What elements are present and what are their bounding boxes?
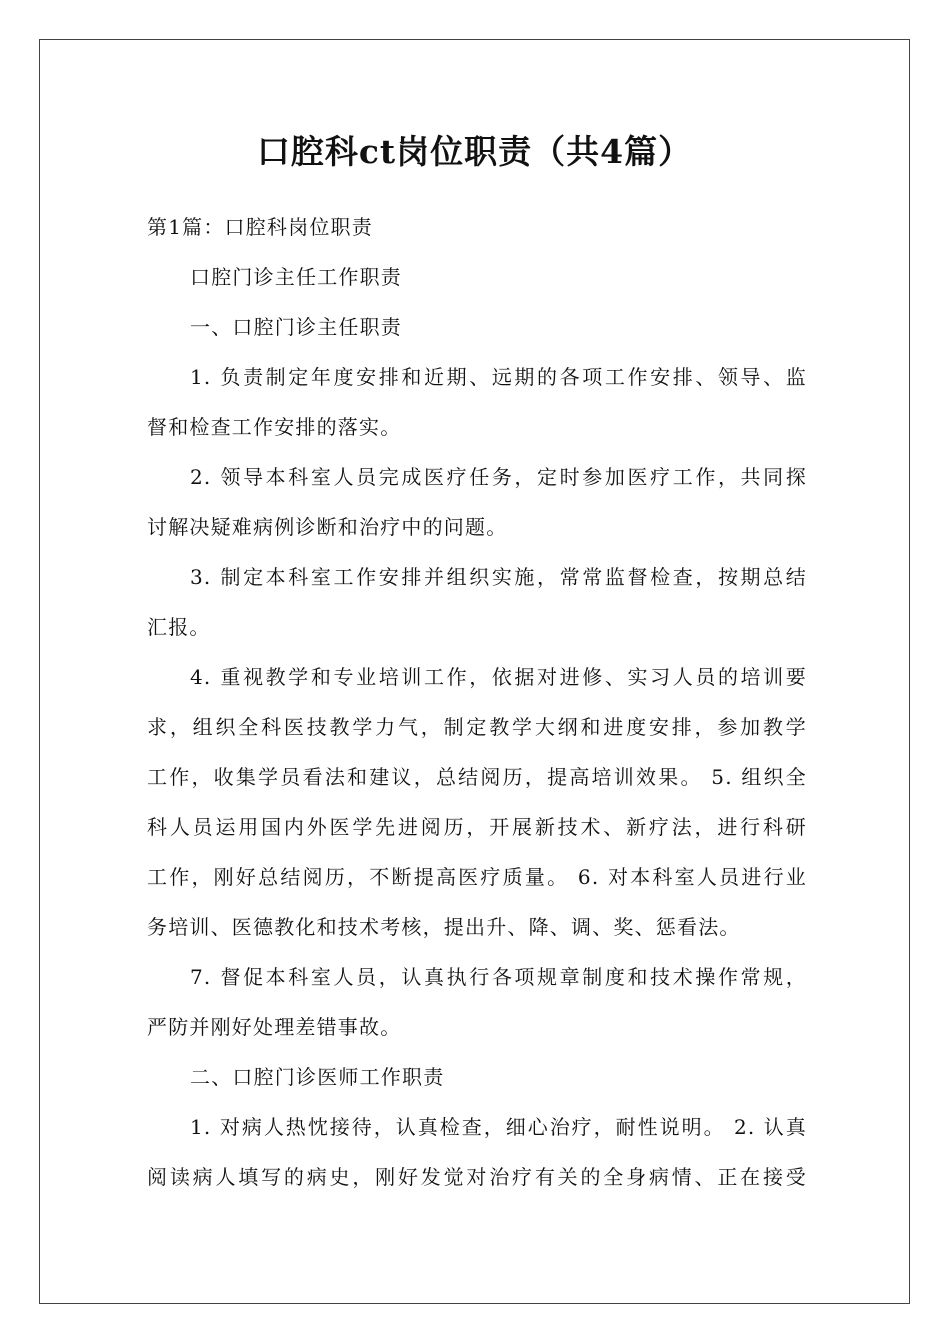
paragraph-line: 务培训、医德教化和技术考核，提出升、降、调、奖、惩看法。 bbox=[147, 915, 741, 939]
paragraph-line: 汇报。 bbox=[147, 615, 211, 639]
document-body bbox=[147, 202, 807, 1202]
paragraph-line: 阅读病人填写的病史，刚好发觉对治疗有关的全身病情、正在接受 bbox=[147, 1165, 807, 1189]
paragraph-line: 3. 制定本科室工作安排并组织实施，常常监督检查，按期总结 bbox=[190, 565, 807, 589]
paragraph-line: 工作，收集学员看法和建议，总结阅历，提高培训效果。 5. 组织全 bbox=[147, 765, 807, 789]
subsection-heading: 二、口腔门诊医师工作职责 bbox=[190, 1065, 445, 1089]
subsection-heading: 口腔门诊主任工作职责 bbox=[190, 265, 402, 289]
paragraph-line: 2. 领导本科室人员完成医疗任务，定时参加医疗工作，共同探 bbox=[190, 465, 807, 489]
paragraph-line: 工作，刚好总结阅历，不断提高医疗质量。 6. 对本科室人员进行业 bbox=[147, 865, 807, 889]
section-heading: 第1篇：口腔科岗位职责 bbox=[147, 215, 373, 239]
paragraph-line: 7. 督促本科室人员，认真执行各项规章制度和技术操作常规， bbox=[190, 965, 807, 989]
paragraph-line: 4. 重视教学和专业培训工作，依据对进修、实习人员的培训要 bbox=[190, 665, 807, 689]
paragraph-line: 求，组织全科医技教学力气，制定教学大纲和进度安排，参加教学 bbox=[147, 715, 807, 739]
document-title: 口腔科ct岗位职责（共4篇） bbox=[256, 132, 693, 171]
paragraph-line: 督和检查工作安排的落实。 bbox=[147, 415, 402, 439]
paragraph-line: 1. 对病人热忱接待，认真检查，细心治疗，耐性说明。 2. 认真 bbox=[190, 1115, 807, 1139]
paragraph-line: 1. 负责制定年度安排和近期、远期的各项工作安排、领导、监 bbox=[190, 365, 807, 389]
subsection-heading: 一、口腔门诊主任职责 bbox=[190, 315, 402, 339]
paragraph-line: 讨解决疑难病例诊断和治疗中的问题。 bbox=[147, 515, 508, 539]
paragraph-line: 科人员运用国内外医学先进阅历，开展新技术、新疗法，进行科研 bbox=[147, 815, 807, 839]
paragraph-line: 严防并刚好处理差错事故。 bbox=[147, 1015, 402, 1039]
